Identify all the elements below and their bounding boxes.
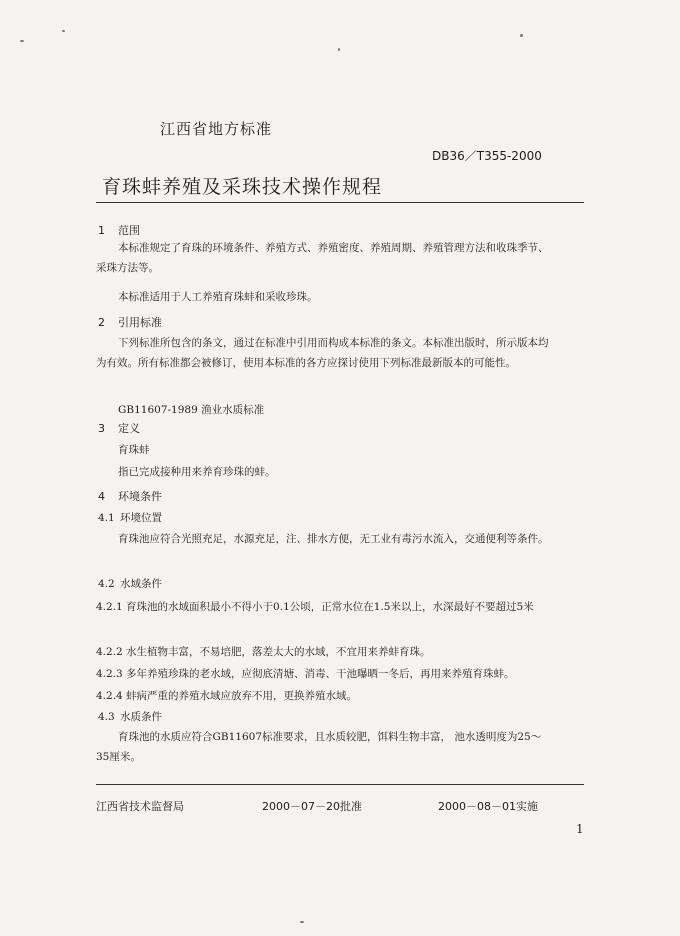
definition-term: 育珠蚌 [118, 444, 150, 456]
item-4-2-2: 4.2.2 水生植物丰富，不易培肥，落差太大的水域，不宜用来养蚌育珠。 [96, 646, 431, 658]
section-4-2-number: 4.2 [98, 578, 115, 590]
section-2-paragraph-1: 下列标准所包含的条文，通过在标准中引用而构成本标准的条文。本标准出版时，所示版本均为有效。所有标准都会被修订，使用本标准的各方应探讨使用下列标准最新版本的可能性。 [96, 337, 549, 369]
section-4-1-paragraph: 育珠池应符合光照充足，水源充足，注、排水方便，无工业有毒污水流入，交通便利等条件。 [118, 533, 549, 545]
section-1-paragraph-1: 本标准规定了育珠的环境条件、养殖方式、养殖密度、养殖周期、养殖管理方法和收珠季节、采珠方法等。 [96, 242, 549, 274]
page-number: 1 [576, 822, 584, 836]
referenced-standard: GB11607-1989 渔业水质标准 [118, 404, 265, 416]
standard-code: DB36／T355-2000 [432, 149, 542, 163]
section-2-heading [98, 314, 162, 330]
section-4-number: 4 [98, 490, 105, 503]
section-2-title: 引用标准 [118, 316, 162, 329]
scan-speck [62, 30, 65, 32]
scan-speck [20, 40, 24, 42]
section-4-1-number: 4.1 [98, 512, 115, 524]
section-1-paragraph-2: 本标准适用于人工养殖育珠蚌和采收珍珠。 [118, 291, 318, 303]
section-3-heading [98, 420, 140, 436]
issuing-standard-type: 江西省地方标准 [160, 120, 273, 138]
section-3-number: 3 [98, 422, 105, 435]
item-4-2-4: 4.2.4 蚌病严重的养殖水域应放弃不用，更换养殖水域。 [96, 690, 358, 702]
document-title: 育珠蚌养殖及采珠技术操作规程 [102, 176, 383, 198]
section-4-3-number: 4.3 [98, 711, 115, 723]
section-4-1-heading [98, 510, 162, 525]
scan-speck [338, 48, 340, 51]
section-4-heading [98, 488, 162, 504]
section-4-title: 环境条件 [118, 490, 162, 503]
section-4-3-title: 水质条件 [120, 711, 162, 723]
footer-implementation-date: 2000－08－01实施 [438, 800, 538, 813]
item-4-2-3: 4.2.3 多年养殖珍珠的老水域，应彻底清塘、消毒、干池曝晒一冬后，再用来养殖育珠蚌。 [96, 668, 515, 680]
section-1-title: 范围 [118, 224, 140, 237]
section-4-3-paragraph: 育珠池的水质应符合GB11607标准要求，且水质较肥，饵料生物丰富， 池水透明度为25～35厘米。 [96, 731, 542, 763]
section-4-3-heading [98, 709, 162, 724]
section-3-title: 定义 [118, 422, 140, 435]
definition-text: 指已完成接种用来养育珍珠的蚌。 [118, 466, 276, 478]
section-4-1-title: 环境位置 [120, 512, 162, 524]
footer-issuer: 江西省技术监督局 [96, 800, 184, 813]
footer-divider [96, 784, 584, 785]
section-1-heading [98, 222, 140, 238]
section-1-number: 1 [98, 224, 105, 237]
section-4-2-heading [98, 576, 162, 591]
scan-speck [520, 34, 523, 37]
section-2-number: 2 [98, 316, 105, 329]
scan-speck [300, 921, 304, 923]
footer-approval-date: 2000－07－20批准 [262, 800, 362, 813]
item-4-2-1: 4.2.1 育珠池的水域面积最小不得小于0.1公顷，正常水位在1.5米以上，水深最好不要超过5米 [96, 601, 534, 613]
title-divider [96, 202, 584, 203]
section-4-2-title: 水域条件 [120, 578, 162, 590]
